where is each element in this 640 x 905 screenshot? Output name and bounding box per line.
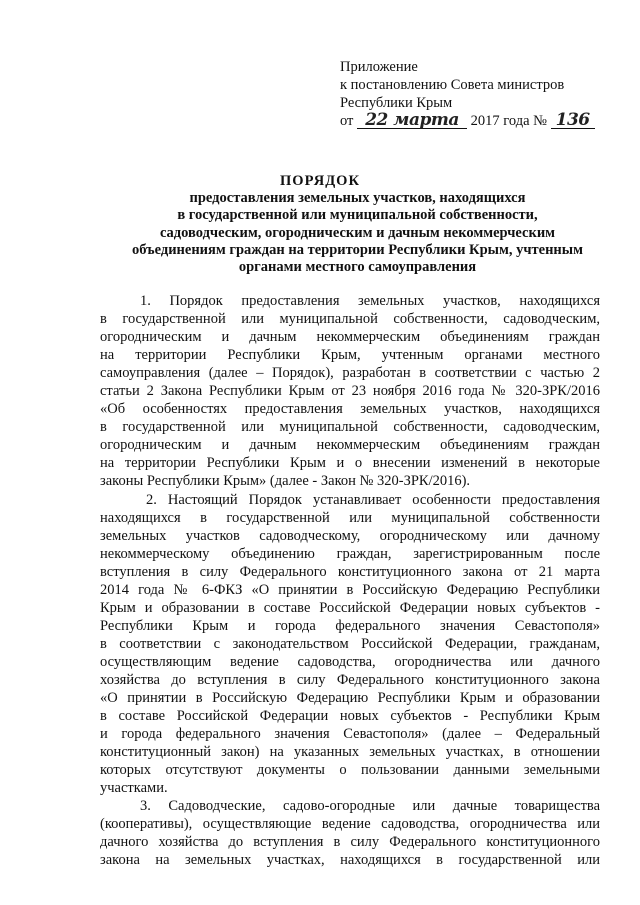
body-line: самоуправления (далее – Порядок), разработан в соответствии с частью 2 <box>100 365 600 382</box>
subtitle-line: садоводческим, огородническим и дачным некоммерческим <box>159 224 556 241</box>
body-line: 1. Порядок предоставления земельных участков, находящихся <box>140 293 600 309</box>
body-line: статьи 2 Закона Республики Крым от 23 ноября 2016 года № 320-ЗРК/2016 <box>100 383 600 400</box>
body-line: в составе Российской Федерации новых субъектов - Республики Крым <box>100 708 600 725</box>
subtitle-line: в государственной или муниципальной собственности, <box>177 207 538 224</box>
subtitle-line: предоставления земельных участков, находящихся <box>189 190 526 206</box>
body-line: в государственной или муниципальной собственности, садоводческим, <box>100 419 600 436</box>
body-line: участками. <box>100 780 168 797</box>
body-line: в соответствии с законодательством Российской Федерации, гражданам, <box>100 635 600 652</box>
body-line: находящихся в государственной или муниципальной собственности <box>100 509 600 526</box>
document-subtitle <box>120 190 595 276</box>
date-prefix: от <box>340 113 354 129</box>
body-line: закона на земельных участках, находящихся в государственной или <box>100 852 600 869</box>
body-line: которых отсутствуют документы о пользовании данными земельными <box>100 762 600 779</box>
body-line: (кооперативы), осуществляющие ведение садоводства, огородничества или <box>100 816 600 833</box>
body-line: Республики Крым и города федерального значения Севастополя» <box>100 617 600 634</box>
subtitle-line: органами местного самоуправления <box>238 259 477 276</box>
handwritten-number: 136 <box>551 112 595 129</box>
body-line: 2. Настоящий Порядок устанавливает особенности предоставления <box>146 491 600 508</box>
date-line <box>340 112 620 130</box>
body-line: законы Республики Крым» (далее - Закон № 320-ЗРК/2016). <box>100 473 471 490</box>
body-line: огородническим и дачным некоммерческим объединениям граждан <box>100 437 600 454</box>
body-line: на территории Республики Крым и о внесении изменений в некоторые <box>100 455 600 472</box>
appendix-header <box>340 58 620 130</box>
document-body <box>100 292 600 870</box>
body-line: вступления в силу Федерального конституционного закона от 21 марта <box>100 563 600 580</box>
body-line: некоммерческому объединению граждан, зарегистрированным после <box>100 545 600 562</box>
document-title: ПОРЯДОК <box>280 173 360 189</box>
body-line: осуществляющим ведение садоводства, огородничества или дачного <box>100 653 600 670</box>
body-line: дачного хозяйства до вступления в силу Федерального конституционного <box>100 834 600 851</box>
body-line: на территории Республики Крым, учтенным органами местного <box>100 347 600 364</box>
body-line: «Об особенностях предоставления земельных участков, находящихся <box>100 401 600 418</box>
body-line: огородническим и дачным некоммерческим объединениям граждан <box>100 329 600 346</box>
body-line: «О принятии в Российскую Федерацию Республики Крым и образовании <box>100 690 600 707</box>
body-line: хозяйства до вступления в силу Федерального конституционного закона <box>100 671 600 688</box>
handwritten-date: 22 марта <box>357 112 467 129</box>
body-line: в государственной или муниципальной собственности, садоводческим, <box>100 311 600 328</box>
year-text: 2017 года № <box>470 113 547 129</box>
appendix-label: Приложение <box>340 59 418 75</box>
body-line: земельных участков садоводческому, огородническому или дачному <box>100 527 600 544</box>
subtitle-line: объединениям граждан на территории Республики Крым, учтенным <box>132 241 583 258</box>
body-line: Крым и образовании в составе Российской Федерации новых субъектов - <box>100 599 600 616</box>
resolution-label: к постановлению Совета министров <box>340 77 565 93</box>
republic-label: Республики Крым <box>340 95 453 111</box>
body-line: и города федерального значения Севастополя» (далее – Федеральный <box>100 726 600 743</box>
body-line: конституционный закон) на указанных земельных участках, в отношении <box>100 744 600 761</box>
body-line: 2014 года № 6-ФКЗ «О принятии в Российскую Федерацию Республики <box>100 581 600 598</box>
body-line: 3. Садоводческие, садово-огородные или дачные товарищества <box>140 798 600 815</box>
